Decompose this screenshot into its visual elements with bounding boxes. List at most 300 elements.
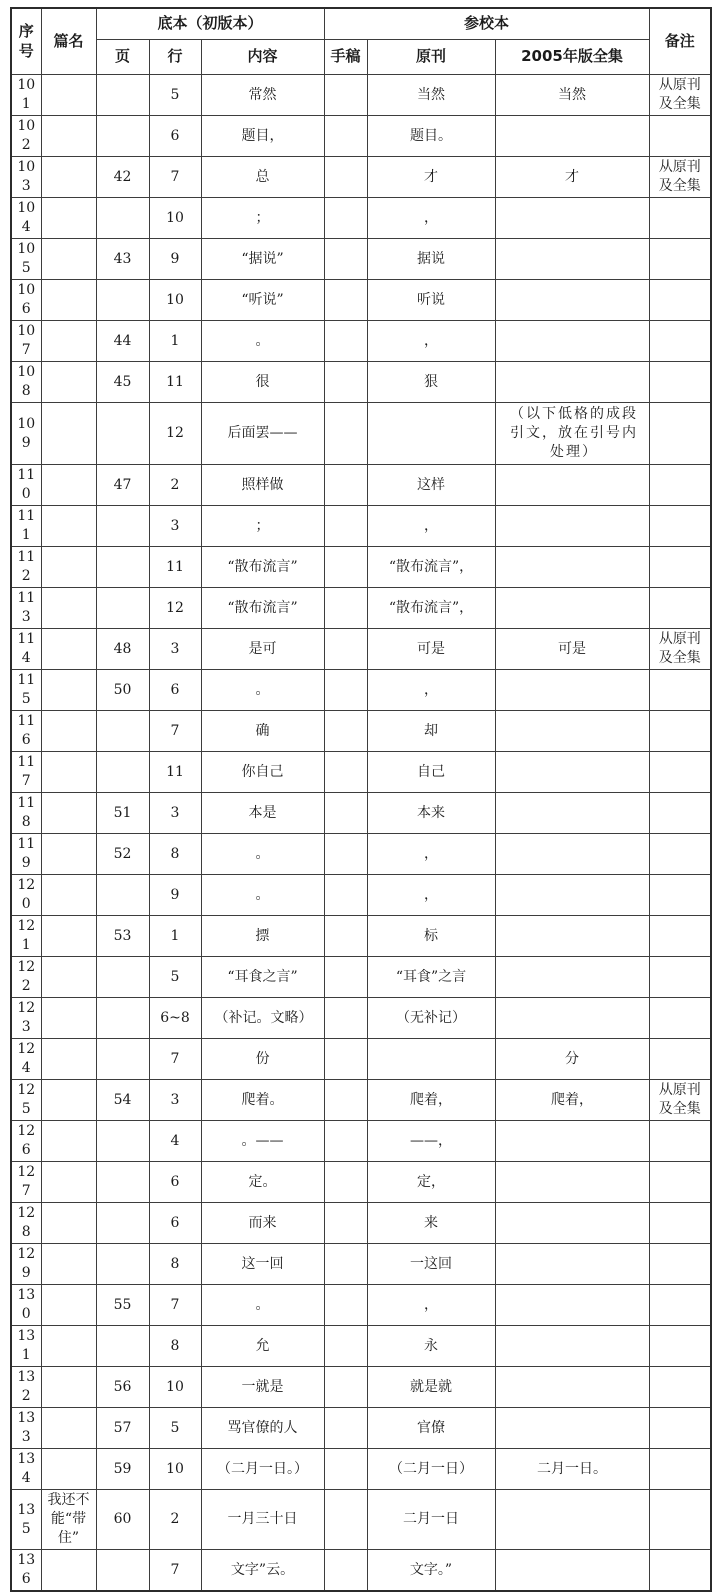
- table-row: [11, 280, 711, 321]
- edition-2005-cell: 才: [495, 157, 649, 198]
- line-cell: 5: [149, 75, 201, 116]
- serial-cell: 110: [11, 465, 41, 506]
- original-publication-cell: [367, 1039, 495, 1080]
- page-cell: 59: [96, 1449, 149, 1490]
- title-cell: [41, 116, 96, 157]
- page-cell: 42: [96, 157, 149, 198]
- line-cell: 3: [149, 506, 201, 547]
- remark-cell: [649, 752, 711, 793]
- edition-2005-cell: [495, 198, 649, 239]
- original-publication-cell: 一这回: [367, 1244, 495, 1285]
- page-cell: 52: [96, 834, 149, 875]
- serial-cell: 117: [11, 752, 41, 793]
- line-cell: 3: [149, 1080, 201, 1121]
- line-cell: 3: [149, 629, 201, 670]
- table-row: [11, 403, 711, 465]
- serial-cell: 113: [11, 588, 41, 629]
- edition-2005-cell: [495, 1203, 649, 1244]
- content-cell: ；: [201, 506, 324, 547]
- serial-cell: 129: [11, 1244, 41, 1285]
- manuscript-cell: [324, 1408, 367, 1449]
- content-cell: 而来: [201, 1203, 324, 1244]
- original-publication-cell: ，: [367, 506, 495, 547]
- edition-2005-cell: [495, 465, 649, 506]
- header-row-columns: [11, 40, 711, 75]
- original-publication-cell: 文字。”: [367, 1550, 495, 1592]
- title-cell: [41, 588, 96, 629]
- manuscript-cell: [324, 957, 367, 998]
- title-cell: [41, 1162, 96, 1203]
- serial-cell: 130: [11, 1285, 41, 1326]
- manuscript-cell: [324, 1490, 367, 1550]
- remark-cell: [649, 321, 711, 362]
- title-cell: [41, 1121, 96, 1162]
- table-row: [11, 670, 711, 711]
- line-cell: 12: [149, 588, 201, 629]
- line-cell: 1: [149, 321, 201, 362]
- remark-cell: [649, 362, 711, 403]
- line-cell: 5: [149, 957, 201, 998]
- manuscript-cell: [324, 1449, 367, 1490]
- title-cell: [41, 752, 96, 793]
- manuscript-cell: [324, 157, 367, 198]
- title-cell: [41, 506, 96, 547]
- header-row-groups: [11, 8, 711, 40]
- manuscript-cell: [324, 1121, 367, 1162]
- line-cell: 5: [149, 1408, 201, 1449]
- title-cell: [41, 1367, 96, 1408]
- content-cell: 后面罢——: [201, 403, 324, 465]
- page-cell: 53: [96, 916, 149, 957]
- edition-2005-cell: [495, 280, 649, 321]
- page-cell: [96, 1203, 149, 1244]
- page-cell: [96, 711, 149, 752]
- title-cell: [41, 1203, 96, 1244]
- header-page: 页: [96, 40, 149, 75]
- line-cell: 7: [149, 1285, 201, 1326]
- edition-2005-cell: [495, 1490, 649, 1550]
- title-cell: [41, 321, 96, 362]
- table-row: [11, 198, 711, 239]
- content-cell: 是可: [201, 629, 324, 670]
- edition-2005-cell: [495, 670, 649, 711]
- content-cell: 爬着。: [201, 1080, 324, 1121]
- original-publication-cell: ，: [367, 670, 495, 711]
- page-cell: [96, 1244, 149, 1285]
- original-publication-cell: （二月一日）: [367, 1449, 495, 1490]
- serial-cell: 118: [11, 793, 41, 834]
- serial-cell: 121: [11, 916, 41, 957]
- header-serial: 序号: [11, 8, 41, 75]
- table-row: [11, 321, 711, 362]
- title-cell: [41, 403, 96, 465]
- edition-2005-cell: 可是: [495, 629, 649, 670]
- serial-cell: 120: [11, 875, 41, 916]
- page-cell: 60: [96, 1490, 149, 1550]
- table-row: [11, 711, 711, 752]
- title-cell: [41, 1244, 96, 1285]
- original-publication-cell: “散布流言”，: [367, 588, 495, 629]
- remark-cell: [649, 998, 711, 1039]
- serial-cell: 102: [11, 116, 41, 157]
- edition-2005-cell: [495, 1285, 649, 1326]
- serial-cell: 126: [11, 1121, 41, 1162]
- serial-cell: 104: [11, 198, 41, 239]
- content-cell: 文字”云。: [201, 1550, 324, 1592]
- serial-cell: 136: [11, 1550, 41, 1592]
- title-cell: [41, 239, 96, 280]
- remark-cell: 从原刊及全集: [649, 157, 711, 198]
- serial-cell: 134: [11, 1449, 41, 1490]
- manuscript-cell: [324, 629, 367, 670]
- line-cell: 10: [149, 280, 201, 321]
- table-row: [11, 1080, 711, 1121]
- content-cell: 。: [201, 834, 324, 875]
- page-cell: [96, 1550, 149, 1592]
- content-cell: 。——: [201, 1121, 324, 1162]
- manuscript-cell: [324, 875, 367, 916]
- edition-2005-cell: （以下低格的成段引文，放在引号内处理）: [495, 403, 649, 465]
- edition-2005-cell: 二月一日。: [495, 1449, 649, 1490]
- edition-2005-cell: [495, 711, 649, 752]
- original-publication-cell: ，: [367, 834, 495, 875]
- edition-2005-cell: [495, 752, 649, 793]
- table-row: [11, 1550, 711, 1592]
- manuscript-cell: [324, 1039, 367, 1080]
- header-remark: 备注: [649, 8, 711, 75]
- remark-cell: [649, 116, 711, 157]
- line-cell: 2: [149, 465, 201, 506]
- remark-cell: [649, 280, 711, 321]
- remark-cell: [649, 1550, 711, 1592]
- table-header: [11, 8, 711, 75]
- manuscript-cell: [324, 1367, 367, 1408]
- manuscript-cell: [324, 321, 367, 362]
- serial-cell: 119: [11, 834, 41, 875]
- content-cell: 骂官僚的人: [201, 1408, 324, 1449]
- remark-cell: [649, 1367, 711, 1408]
- edition-2005-cell: [495, 793, 649, 834]
- remark-cell: [649, 465, 711, 506]
- line-cell: 8: [149, 834, 201, 875]
- table-row: [11, 1408, 711, 1449]
- content-cell: 这一回: [201, 1244, 324, 1285]
- header-line: 行: [149, 40, 201, 75]
- table-row: [11, 916, 711, 957]
- serial-cell: 109: [11, 403, 41, 465]
- manuscript-cell: [324, 1162, 367, 1203]
- serial-cell: 112: [11, 547, 41, 588]
- page-cell: [96, 116, 149, 157]
- edition-2005-cell: [495, 321, 649, 362]
- remark-cell: [649, 506, 711, 547]
- table-row: [11, 629, 711, 670]
- remark-cell: [649, 1121, 711, 1162]
- content-cell: 允: [201, 1326, 324, 1367]
- original-publication-cell: 官僚: [367, 1408, 495, 1449]
- content-cell: （补记。文略）: [201, 998, 324, 1039]
- serial-cell: 111: [11, 506, 41, 547]
- manuscript-cell: [324, 588, 367, 629]
- manuscript-cell: [324, 198, 367, 239]
- line-cell: 7: [149, 711, 201, 752]
- content-cell: 。: [201, 321, 324, 362]
- original-publication-cell: 却: [367, 711, 495, 752]
- original-publication-cell: 爬着，: [367, 1080, 495, 1121]
- title-cell: [41, 916, 96, 957]
- edition-2005-cell: [495, 1121, 649, 1162]
- line-cell: 6: [149, 670, 201, 711]
- table-row: [11, 1039, 711, 1080]
- page-cell: [96, 403, 149, 465]
- original-publication-cell: 永: [367, 1326, 495, 1367]
- original-publication-cell: 这样: [367, 465, 495, 506]
- edition-2005-cell: [495, 957, 649, 998]
- content-cell: 份: [201, 1039, 324, 1080]
- original-publication-cell: 定，: [367, 1162, 495, 1203]
- content-cell: 本是: [201, 793, 324, 834]
- page-cell: [96, 1039, 149, 1080]
- title-cell: [41, 998, 96, 1039]
- table-row: [11, 588, 711, 629]
- original-publication-cell: 可是: [367, 629, 495, 670]
- edition-2005-cell: [495, 1550, 649, 1592]
- manuscript-cell: [324, 1326, 367, 1367]
- original-publication-cell: 来: [367, 1203, 495, 1244]
- original-publication-cell: ，: [367, 875, 495, 916]
- serial-cell: 105: [11, 239, 41, 280]
- page-cell: 50: [96, 670, 149, 711]
- manuscript-cell: [324, 547, 367, 588]
- content-cell: 题目，: [201, 116, 324, 157]
- table-body: [11, 75, 711, 1592]
- original-publication-cell: ，: [367, 198, 495, 239]
- page-cell: [96, 588, 149, 629]
- page-cell: [96, 547, 149, 588]
- serial-cell: 108: [11, 362, 41, 403]
- remark-cell: 从原刊及全集: [649, 1080, 711, 1121]
- line-cell: 6: [149, 116, 201, 157]
- remark-cell: [649, 793, 711, 834]
- edition-2005-cell: 爬着，: [495, 1080, 649, 1121]
- content-cell: 。: [201, 875, 324, 916]
- content-cell: 常然: [201, 75, 324, 116]
- line-cell: 1: [149, 916, 201, 957]
- line-cell: 7: [149, 157, 201, 198]
- title-cell: [41, 280, 96, 321]
- table-row: [11, 362, 711, 403]
- table-row: [11, 116, 711, 157]
- page-cell: 56: [96, 1367, 149, 1408]
- line-cell: 11: [149, 362, 201, 403]
- title-cell: [41, 1550, 96, 1592]
- page-cell: 44: [96, 321, 149, 362]
- original-publication-cell: ，: [367, 1285, 495, 1326]
- original-publication-cell: [367, 403, 495, 465]
- title-cell: [41, 75, 96, 116]
- table-row: [11, 1203, 711, 1244]
- edition-2005-cell: [495, 1408, 649, 1449]
- table-row: [11, 998, 711, 1039]
- header-content: 内容: [201, 40, 324, 75]
- serial-cell: 132: [11, 1367, 41, 1408]
- manuscript-cell: [324, 280, 367, 321]
- remark-cell: [649, 1203, 711, 1244]
- title-cell: [41, 1408, 96, 1449]
- title-cell: [41, 957, 96, 998]
- remark-cell: [649, 1162, 711, 1203]
- title-cell: [41, 1080, 96, 1121]
- page-cell: [96, 1162, 149, 1203]
- title-cell: [41, 670, 96, 711]
- edition-2005-cell: [495, 1367, 649, 1408]
- manuscript-cell: [324, 752, 367, 793]
- page-cell: 54: [96, 1080, 149, 1121]
- line-cell: 10: [149, 1367, 201, 1408]
- content-cell: 确: [201, 711, 324, 752]
- remark-cell: 从原刊及全集: [649, 629, 711, 670]
- edition-2005-cell: [495, 916, 649, 957]
- header-original-publication: 原刊: [367, 40, 495, 75]
- title-cell: 我还不能“带住”: [41, 1490, 96, 1550]
- line-cell: 7: [149, 1039, 201, 1080]
- remark-cell: 从原刊及全集: [649, 75, 711, 116]
- serial-cell: 106: [11, 280, 41, 321]
- serial-cell: 124: [11, 1039, 41, 1080]
- original-publication-cell: “耳食”之言: [367, 957, 495, 998]
- edition-2005-cell: [495, 506, 649, 547]
- title-cell: [41, 1285, 96, 1326]
- content-cell: 照样做: [201, 465, 324, 506]
- original-publication-cell: （无补记）: [367, 998, 495, 1039]
- edition-2005-cell: [495, 1326, 649, 1367]
- manuscript-cell: [324, 465, 367, 506]
- edition-2005-cell: [495, 116, 649, 157]
- content-cell: （二月一日。）: [201, 1449, 324, 1490]
- original-publication-cell: ，: [367, 321, 495, 362]
- manuscript-cell: [324, 1203, 367, 1244]
- table-row: [11, 75, 711, 116]
- table-row: [11, 157, 711, 198]
- edition-2005-cell: [495, 588, 649, 629]
- serial-cell: 101: [11, 75, 41, 116]
- line-cell: 6: [149, 1162, 201, 1203]
- table-row: [11, 506, 711, 547]
- original-publication-cell: 当然: [367, 75, 495, 116]
- line-cell: 2: [149, 1490, 201, 1550]
- page-cell: 45: [96, 362, 149, 403]
- header-2005-complete-works: 2005年版全集: [495, 40, 649, 75]
- line-cell: 9: [149, 239, 201, 280]
- page-cell: [96, 998, 149, 1039]
- manuscript-cell: [324, 362, 367, 403]
- serial-cell: 133: [11, 1408, 41, 1449]
- page-cell: [96, 1326, 149, 1367]
- original-publication-cell: 狠: [367, 362, 495, 403]
- manuscript-cell: [324, 998, 367, 1039]
- title-cell: [41, 834, 96, 875]
- line-cell: 6~8: [149, 998, 201, 1039]
- line-cell: 8: [149, 1244, 201, 1285]
- table-row: [11, 957, 711, 998]
- title-cell: [41, 629, 96, 670]
- content-cell: “耳食之言”: [201, 957, 324, 998]
- page-cell: 43: [96, 239, 149, 280]
- line-cell: 9: [149, 875, 201, 916]
- remark-cell: [649, 670, 711, 711]
- remark-cell: [649, 403, 711, 465]
- page-cell: [96, 280, 149, 321]
- content-cell: 总: [201, 157, 324, 198]
- title-cell: [41, 547, 96, 588]
- remark-cell: [649, 1408, 711, 1449]
- line-cell: 4: [149, 1121, 201, 1162]
- content-cell: 。: [201, 1285, 324, 1326]
- remark-cell: [649, 1039, 711, 1080]
- remark-cell: [649, 547, 711, 588]
- original-publication-cell: 就是就: [367, 1367, 495, 1408]
- serial-cell: 122: [11, 957, 41, 998]
- edition-2005-cell: [495, 998, 649, 1039]
- manuscript-cell: [324, 793, 367, 834]
- serial-cell: 135: [11, 1490, 41, 1550]
- original-publication-cell: ——，: [367, 1121, 495, 1162]
- title-cell: [41, 362, 96, 403]
- table-row: [11, 547, 711, 588]
- content-cell: 很: [201, 362, 324, 403]
- remark-cell: [649, 711, 711, 752]
- remark-cell: [649, 588, 711, 629]
- content-cell: “散布流言”: [201, 588, 324, 629]
- remark-cell: [649, 1326, 711, 1367]
- table-row: [11, 1490, 711, 1550]
- table-row: [11, 1326, 711, 1367]
- table-row: [11, 1449, 711, 1490]
- content-cell: 。: [201, 670, 324, 711]
- page-cell: [96, 506, 149, 547]
- manuscript-cell: [324, 506, 367, 547]
- manuscript-cell: [324, 834, 367, 875]
- original-publication-cell: 自己: [367, 752, 495, 793]
- page-cell: 51: [96, 793, 149, 834]
- title-cell: [41, 1039, 96, 1080]
- original-publication-cell: 据说: [367, 239, 495, 280]
- edition-2005-cell: 分: [495, 1039, 649, 1080]
- original-publication-cell: 才: [367, 157, 495, 198]
- page-cell: 47: [96, 465, 149, 506]
- edition-2005-cell: [495, 1162, 649, 1203]
- header-title: 篇名: [41, 8, 96, 75]
- line-cell: 7: [149, 1550, 201, 1592]
- page-cell: 48: [96, 629, 149, 670]
- remark-cell: [649, 1449, 711, 1490]
- line-cell: 8: [149, 1326, 201, 1367]
- manuscript-cell: [324, 75, 367, 116]
- manuscript-cell: [324, 1244, 367, 1285]
- page-cell: [96, 75, 149, 116]
- remark-cell: [649, 916, 711, 957]
- content-cell: 定。: [201, 1162, 324, 1203]
- page-cell: [96, 1121, 149, 1162]
- manuscript-cell: [324, 670, 367, 711]
- table-row: [11, 1367, 711, 1408]
- table-row: [11, 1121, 711, 1162]
- original-publication-cell: 标: [367, 916, 495, 957]
- page-cell: [96, 875, 149, 916]
- serial-cell: 114: [11, 629, 41, 670]
- manuscript-cell: [324, 403, 367, 465]
- table-row: [11, 465, 711, 506]
